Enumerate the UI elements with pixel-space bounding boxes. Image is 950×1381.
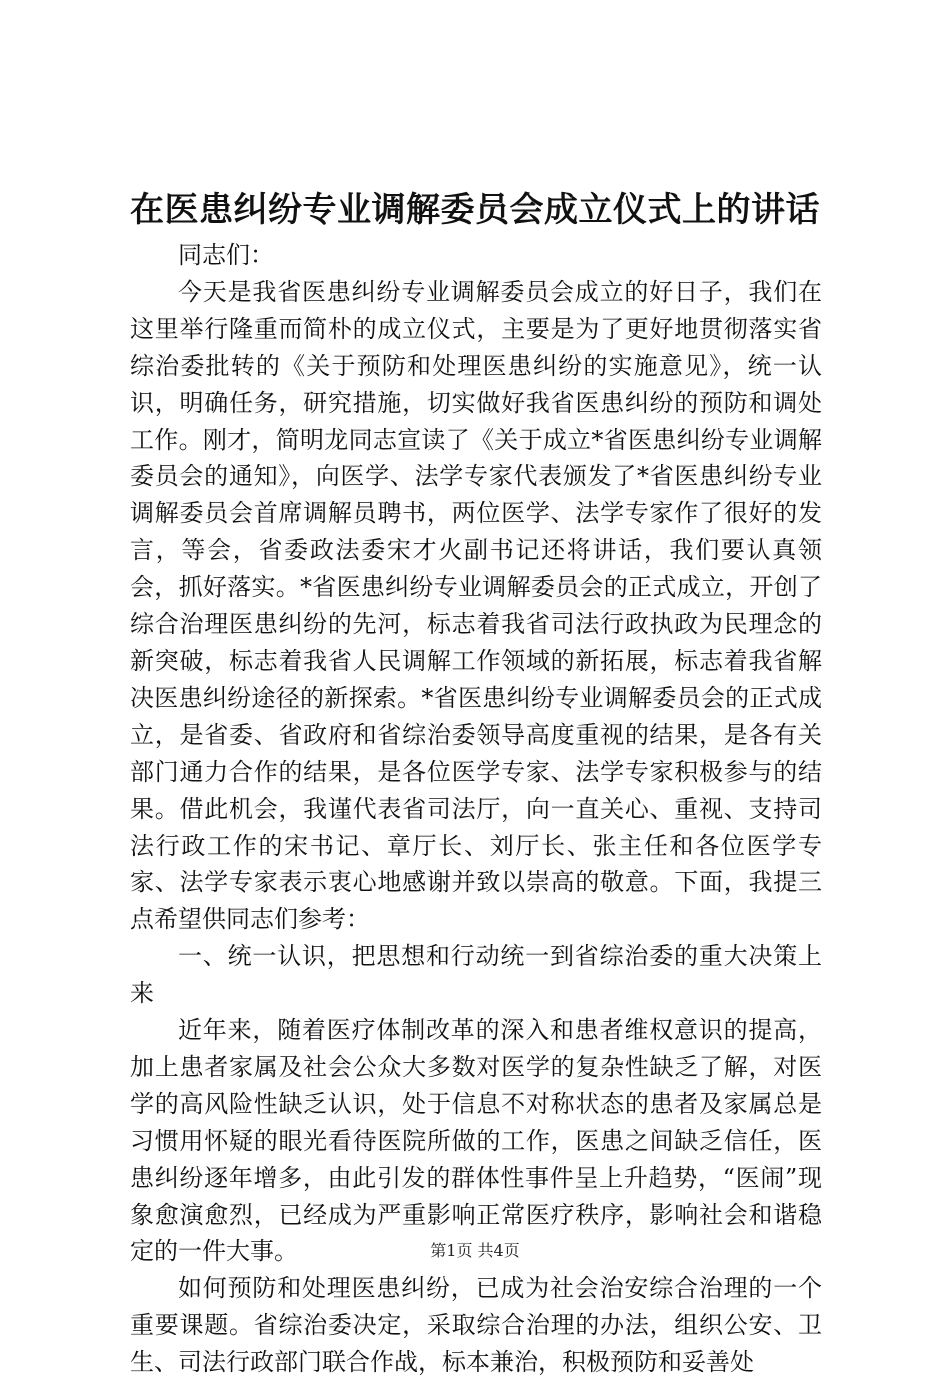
document-body <box>130 237 822 1381</box>
body-paragraph-prevention: 如何预防和处理医患纠纷，已成为社会治安综合治理的一个重要课题。省综治委决定，采取综合治理的办法，组织公安、卫生、司法行政部门联合作战，标本兼治，积极预防和妥善处 <box>130 1274 822 1377</box>
document-title: 在医患纠纷专业调解委员会成立仪式上的讲话 <box>130 190 820 230</box>
body-paragraph-intro: 今天是我省医患纠纷专业调解委员会成立的好日子，我们在这里举行隆重而简朴的成立仪式，主要是为了更好地贯彻落实省综治委批转的《关于预防和处理医患纠纷的实施意见》，统一认识，明确任务，研究措施，切实做好我省医患纠纷的预防和调处工作。刚才，简明龙同志宣读了《关于成立*省医患纠纷专业调解委员会的通知》，向医学、法学专家代表颁发了*省医患纠纷专业调解委员会首席调解员聘书，两位医学、法学专家作了很好的发言，等会，省委政法委宋才火副书记还将讲话，我们要认真领会，抓好落实。*省医患纠纷专业调解委员会的正式成立，开创了综合治理医患纠纷的先河，标志着我省司法行政执政为民理念的新突破，标志着我省人民调解工作领域的新拓展，标志着我省解决医患纠纷途径的新探索。*省医患纠纷专业调解委员会的正式成立，是省委、省政府和省综治委领导高度重视的结果，是各有关部门通力合作的结果，是各位医学专家、法学专家积极参与的结果。借此机会，我谨代表省司法厅，向一直关心、重视、支持司法行政工作的宋书记、章厅长、刘厅长、张主任和各位医学专家、法学专家表示衷心地感谢并致以崇高的敬意。下面，我提三点希望供同志们参考： <box>130 277 822 934</box>
page-number-footer: 第1页 共4页 <box>430 1241 520 1260</box>
section-heading-1: 一、统一认识，把思想和行动统一到省综治委的重大决策上来 <box>130 942 822 1008</box>
salutation: 同志们： <box>178 241 274 269</box>
body-paragraph-background: 近年来，随着医疗体制改革的深入和患者维权意识的提高，加上患者家属及社会公众大多数对医学的复杂性缺乏了解，对医学的高风险性缺乏认识，处于信息不对称状态的患者及家属总是习惯用怀疑的眼光看待医院所做的工作，医患之间缺乏信任，医患纠纷逐年增多，由此引发的群体性事件呈上升趋势，“医闹”现象愈演愈烈，已经成为严重影响正常医疗秩序，影响社会和谐稳定的一件大事。 <box>130 1016 822 1266</box>
